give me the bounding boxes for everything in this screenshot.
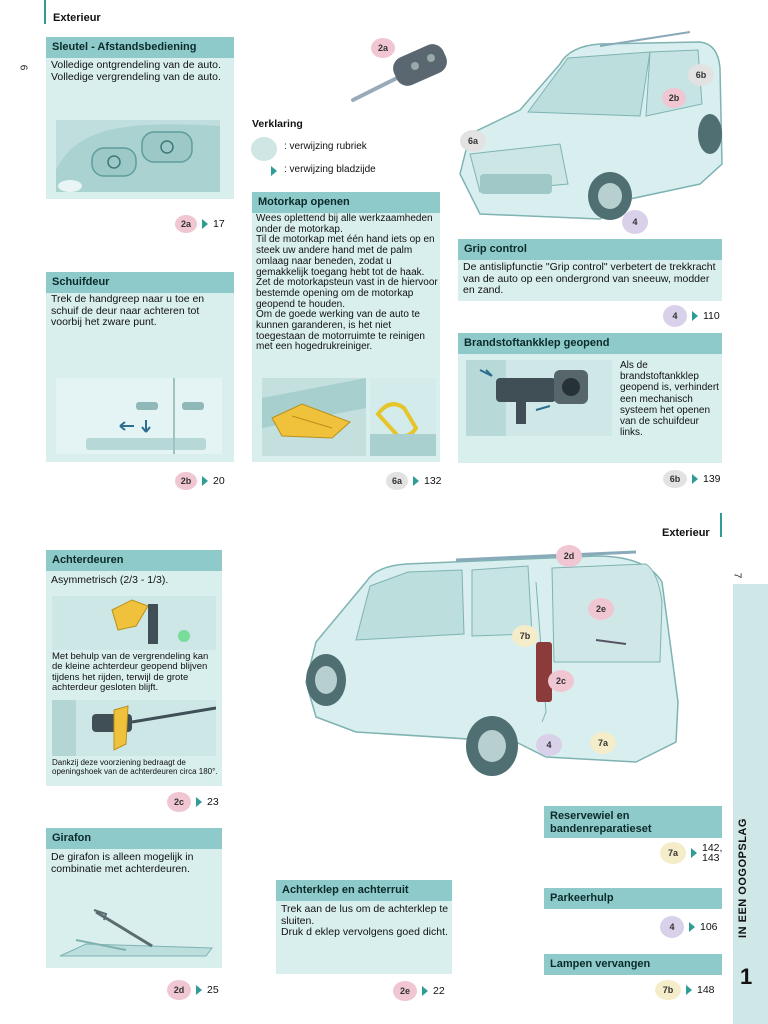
brandstof-title: Brandstoftankklep geopend <box>458 333 722 354</box>
car-rear-illustration <box>296 542 686 792</box>
motorkap-ref[interactable] <box>386 472 442 490</box>
reservewiel-ref-page: 142, 143 <box>702 842 723 864</box>
callout-2d: 2d <box>167 980 191 1000</box>
legend-rubric-text: : verwijzing rubriek <box>284 141 367 152</box>
parkeerhulp-ref[interactable] <box>660 916 718 938</box>
page-ref-arrow-icon <box>413 476 419 486</box>
lampen-title: Lampen vervangen <box>544 954 722 975</box>
legend-page-text: : verwijzing bladzijde <box>284 164 376 175</box>
girafon-title: Girafon <box>46 828 222 849</box>
motorkap-p1: Wees oplettend bij alle werkzaamheden onder de motorkap. <box>256 213 433 235</box>
achterdeuren-text: Met behulp van de vergrendeling kan de kleine achterdeur geopend blijven tijdens het rijden, terwijl de grote achterdeur gesloten blijft. <box>52 651 209 694</box>
girafon-illustration <box>56 900 216 962</box>
schuifdeur-ref[interactable] <box>175 472 225 490</box>
achterklep-p1: Trek aan de lus om de achterklep te sluiten. <box>281 903 449 927</box>
callout-6b: 6b <box>663 470 687 488</box>
rear-door-stopper-photo <box>52 700 216 756</box>
page-ref-arrow-icon <box>196 985 202 995</box>
page-ref-arrow-icon <box>691 848 697 858</box>
callout-7b: 7b <box>655 980 681 1000</box>
grip-text: De antislipfunctie "Grip control" verbetert de trekkracht van de auto op een ondergrond van sneeuw, modder en zand. <box>463 261 716 296</box>
rear-door-lock-photo <box>52 596 216 650</box>
page-ref-arrow-icon <box>202 219 208 229</box>
achterdeuren-title: Achterdeuren <box>46 550 222 571</box>
achterdeuren-caption: Dankzij deze voorziening bedraagt de openingshoek van de achterdeuren circa 180°. <box>52 758 218 777</box>
page-ref-arrow-icon <box>686 985 692 995</box>
achterdeuren-subtitle: Asymmetrisch (2/3 - 1/3). <box>51 574 169 586</box>
page-ref-arrow-icon <box>202 476 208 486</box>
brandstof-ref-page: 139 <box>703 473 721 485</box>
legend-title: Verklaring <box>252 118 303 130</box>
parkeerhulp-title: Parkeerhulp <box>544 888 722 909</box>
page-ref-arrow-icon <box>422 986 428 996</box>
header-rule <box>44 0 46 24</box>
motorkap-p2: Til de motorkap met één hand iets op en steek uw andere hand met de palm omlaag naar beneden, zodat u gemakkelijk toegang hebt tot de haak. Zet de motorkapsteun vast in de hiervoor bestemde opening om de motorkap geopend te houden. <box>256 234 438 310</box>
girafon-ref[interactable] <box>167 980 219 1000</box>
callout-4-car: 4 <box>622 210 648 234</box>
callout-2a: 2a <box>175 215 197 233</box>
page-ref-arrow-icon <box>692 474 698 484</box>
callout-2e-car: 2e <box>588 598 614 620</box>
page-header: Exterieur <box>53 12 101 24</box>
schuifdeur-ref-page: 20 <box>213 475 225 487</box>
callout-7b-car: 7b <box>512 625 538 647</box>
callout-2d-car: 2d <box>556 545 582 567</box>
schuifdeur-text: Trek de handgreep naar u toe en schuif de deur naar achteren tot voorbij het zware punt. <box>51 293 205 328</box>
callout-4-parkeer: 4 <box>660 916 684 938</box>
achterklep-text <box>281 904 449 939</box>
remote-key-photo <box>56 120 220 192</box>
achterklep-title: Achterklep en achterruit <box>276 880 452 901</box>
motorkap-p3: Om de goede werking van de auto te kunnen garanderen, is het niet toegestaan de motorruimte te reinigen met een hogedrukreiniger. <box>256 309 425 353</box>
sleutel-ref[interactable] <box>175 215 225 233</box>
page-ref-arrow-icon <box>689 922 695 932</box>
bonnet-support-photo <box>370 378 436 456</box>
achterklep-p2: Druk d eklep vervolgens goed dicht. <box>281 926 448 938</box>
page-header-bottom: Exterieur <box>662 527 710 539</box>
header-rule-bottom <box>720 513 722 537</box>
chapter-label: IN EEN OOGOPSLAG <box>737 818 749 938</box>
sleutel-line1: Volledige ontgrendeling van de auto. <box>51 59 221 71</box>
callout-6b-car: 6b <box>688 64 714 86</box>
achterklep-ref[interactable] <box>393 981 445 1001</box>
callout-7a-car: 7a <box>590 732 616 754</box>
callout-2b-car: 2b <box>662 88 686 108</box>
parkeerhulp-ref-page: 106 <box>700 921 718 933</box>
brandstof-text: Als de brandstoftankklep geopend is, verhindert een mechanisch systeem het openen van de schuifdeur links. <box>620 360 719 439</box>
key-fob-illustration <box>345 36 455 108</box>
callout-4-rear: 4 <box>536 734 562 756</box>
schuifdeur-title: Schuifdeur <box>46 272 234 293</box>
reservewiel-ref[interactable] <box>660 842 722 864</box>
callout-4: 4 <box>663 305 687 327</box>
motorkap-ref-page: 132 <box>424 475 442 487</box>
callout-2b: 2b <box>175 472 197 490</box>
callout-2e: 2e <box>393 981 417 1001</box>
callout-6a: 6a <box>386 472 408 490</box>
bonnet-handle-photo <box>262 378 366 456</box>
chapter-number: 1 <box>740 964 753 989</box>
page-number-bottom: 7 <box>731 572 743 579</box>
grip-ref-page: 110 <box>703 310 720 322</box>
callout-6a-car: 6a <box>460 130 486 152</box>
lampen-ref[interactable] <box>655 980 715 1000</box>
legend-page-arrow-icon <box>271 166 277 176</box>
grip-ref[interactable] <box>663 305 720 327</box>
fuel-flap-photo <box>466 360 612 436</box>
grip-title: Grip control <box>458 239 722 260</box>
girafon-ref-page: 25 <box>207 984 219 996</box>
achterdeuren-ref-page: 23 <box>207 796 219 808</box>
sleutel-text <box>51 60 231 83</box>
sleutel-line2: Volledige vergrendeling van de auto. <box>51 70 221 83</box>
achterklep-ref-page: 22 <box>433 985 445 997</box>
callout-2c-car: 2c <box>548 670 574 692</box>
sliding-door-photo <box>56 378 222 454</box>
lampen-ref-page: 148 <box>697 984 715 996</box>
car-front-illustration <box>450 24 732 234</box>
sleutel-title: Sleutel - Afstandsbediening <box>46 37 234 58</box>
motorkap-text <box>256 214 438 353</box>
reservewiel-title: Reservewiel en bandenreparatieset <box>544 806 722 838</box>
callout-7a: 7a <box>660 842 686 864</box>
callout-2c: 2c <box>167 792 191 812</box>
page-number: 6 <box>17 64 29 71</box>
page-ref-arrow-icon <box>692 311 698 321</box>
motorkap-title: Motorkap openen <box>252 192 440 213</box>
page-ref-arrow-icon <box>196 797 202 807</box>
sleutel-ref-page: 17 <box>213 218 225 230</box>
achterdeuren-ref[interactable] <box>167 792 219 812</box>
girafon-text: De girafon is alleen mogelijk in combinatie met achterdeuren. <box>51 851 194 875</box>
brandstof-ref[interactable] <box>663 470 721 488</box>
legend-rubric-icon <box>251 137 277 161</box>
callout-2a-key: 2a <box>371 38 395 58</box>
